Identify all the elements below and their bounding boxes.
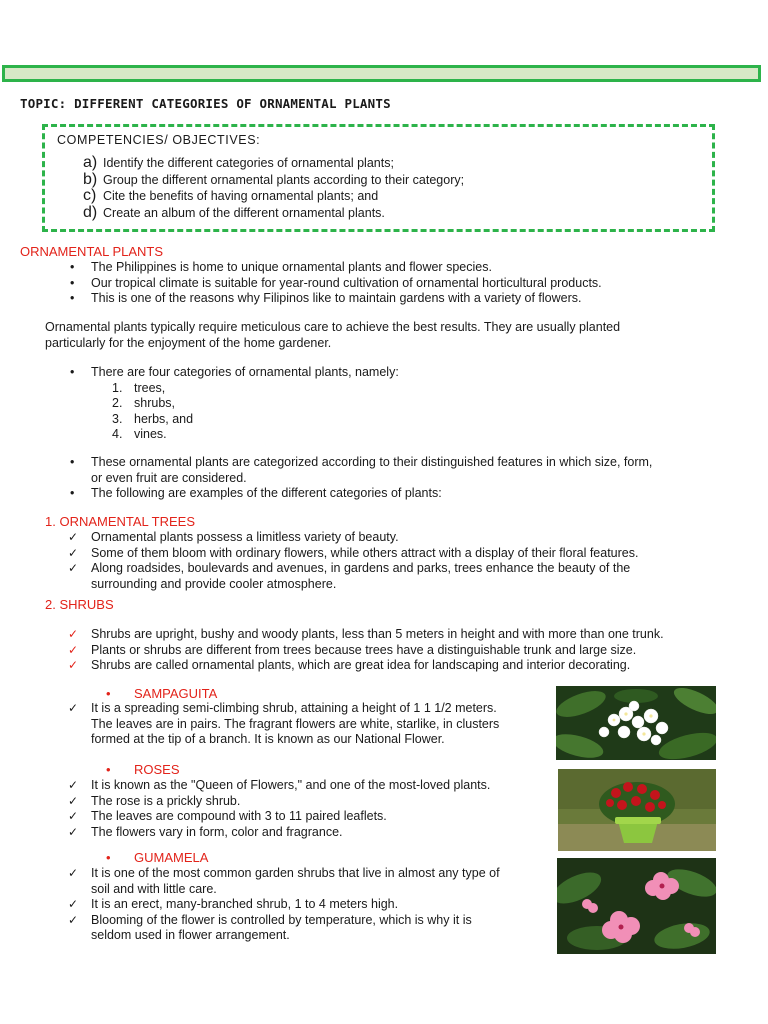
check-item: ✓ The rose is a prickly shrub. bbox=[64, 794, 490, 810]
trees-list bbox=[64, 530, 638, 592]
check-item: ✓ The flowers vary in form, color and fragrance. bbox=[64, 825, 490, 841]
category-item: 1. trees, bbox=[112, 380, 166, 395]
check-item: ✓ Shrubs are called ornamental plants, which are great idea for landscaping and interior decorating. bbox=[64, 658, 664, 674]
check-item: ✓ Shrubs are upright, bushy and woody plants, less than 5 meters in height and with more than one trunk. bbox=[64, 627, 664, 643]
objective-item: d) Create an album of the different ornamental plants. bbox=[83, 203, 385, 221]
check-item: ✓ Blooming of the flower is controlled by temperature, which is why it is seldom used in flower arrangement. bbox=[64, 913, 500, 944]
topic-title: TOPIC: DIFFERENT CATEGORIES OF ORNAMENTAL PLANTS bbox=[20, 96, 391, 111]
objective-item: b) Group the different ornamental plants according to their category; bbox=[83, 170, 465, 188]
bullet-item: • This is one of the reasons why Filipinos like to maintain gardens with a variety of flowers. bbox=[64, 291, 602, 307]
check-item: ✓ It is an erect, many-branched shrub, 1 to 4 meters high. bbox=[64, 897, 500, 913]
sampaguita-description bbox=[64, 701, 499, 748]
check-item: ✓ It is one of the most common garden shrubs that live in almost any type of soil and with little care. bbox=[64, 866, 500, 897]
categories-block bbox=[64, 365, 399, 443]
roses-photo bbox=[558, 769, 716, 851]
bullet-item: • Our tropical climate is suitable for year-round cultivation of ornamental horticultural products. bbox=[64, 276, 602, 292]
gumamela-heading: • GUMAMELA bbox=[134, 850, 208, 865]
objectives-box bbox=[42, 124, 715, 232]
trees-heading: 1. ORNAMENTAL TREES bbox=[45, 514, 196, 529]
sampaguita-heading: • SAMPAGUITA bbox=[134, 686, 217, 701]
sampaguita-photo bbox=[556, 686, 716, 760]
shrubs-list bbox=[64, 627, 664, 674]
objectives-heading: COMPETENCIES/ OBJECTIVES: bbox=[57, 133, 261, 147]
check-item: ✓ The leaves are compound with 3 to 11 paired leaflets. bbox=[64, 809, 490, 825]
paragraph-line: Ornamental plants typically require meticulous care to achieve the best results. They are usually planted bbox=[45, 320, 621, 334]
ornamental-paragraph bbox=[45, 320, 620, 351]
objectives-list bbox=[83, 155, 464, 221]
header-bar bbox=[2, 65, 761, 82]
bullet-item: • There are four categories of ornamental plants, namely: bbox=[64, 365, 399, 381]
ornamental-bullets bbox=[64, 260, 602, 307]
classification-bullets bbox=[64, 455, 652, 502]
category-item: 2. shrubs, bbox=[112, 396, 175, 410]
check-item: ✓ Some of them bloom with ordinary flowers, while others attract with a display of their floral features. bbox=[64, 546, 638, 562]
bullet-item: • The following are examples of the different categories of plants: bbox=[64, 486, 652, 502]
bullet-item: • The Philippines is home to unique ornamental plants and flower species. bbox=[64, 260, 602, 276]
objective-item: c) Cite the benefits of having ornamental plants; and bbox=[83, 187, 379, 204]
gumamela-list bbox=[64, 866, 500, 944]
roses-list bbox=[64, 778, 490, 840]
check-item: ✓ Along roadsides, boulevards and avenues, in gardens and parks, trees enhance the beauty of the surrounding and provide cooler atmosphere. bbox=[64, 561, 638, 592]
check-item: ✓ Ornamental plants possess a limitless variety of beauty. bbox=[64, 530, 638, 546]
bullet-item: • These ornamental plants are categorized according to their distinguished features in which size, form, or even fruit are considered. bbox=[64, 455, 652, 486]
paragraph-line: particularly for the enjoyment of the home gardener. bbox=[45, 335, 332, 350]
gumamela-photo bbox=[557, 858, 716, 954]
category-item: 4. vines. bbox=[112, 427, 167, 441]
objective-item: a) Identify the different categories of ornamental plants; bbox=[83, 154, 394, 171]
ornamental-plants-heading: ORNAMENTAL PLANTS bbox=[20, 244, 164, 259]
check-item: ✓ It is a spreading semi-climbing shrub, attaining a height of 1 1 1/2 meters. The leaves are in pairs. The fragrant flowers are white, starlike, in clusters formed at the tip of a branch. It is known as our National Flower. bbox=[64, 701, 499, 748]
category-item: 3. herbs, and bbox=[112, 411, 194, 426]
check-item: ✓ It is known as the "Queen of Flowers," and one of the most-loved plants. bbox=[64, 778, 490, 794]
check-item: ✓ Plants or shrubs are different from trees because trees have a distinguishable trunk and large size. bbox=[64, 643, 664, 659]
shrubs-heading: 2. SHRUBS bbox=[45, 597, 114, 612]
roses-heading: • ROSES bbox=[134, 762, 180, 777]
